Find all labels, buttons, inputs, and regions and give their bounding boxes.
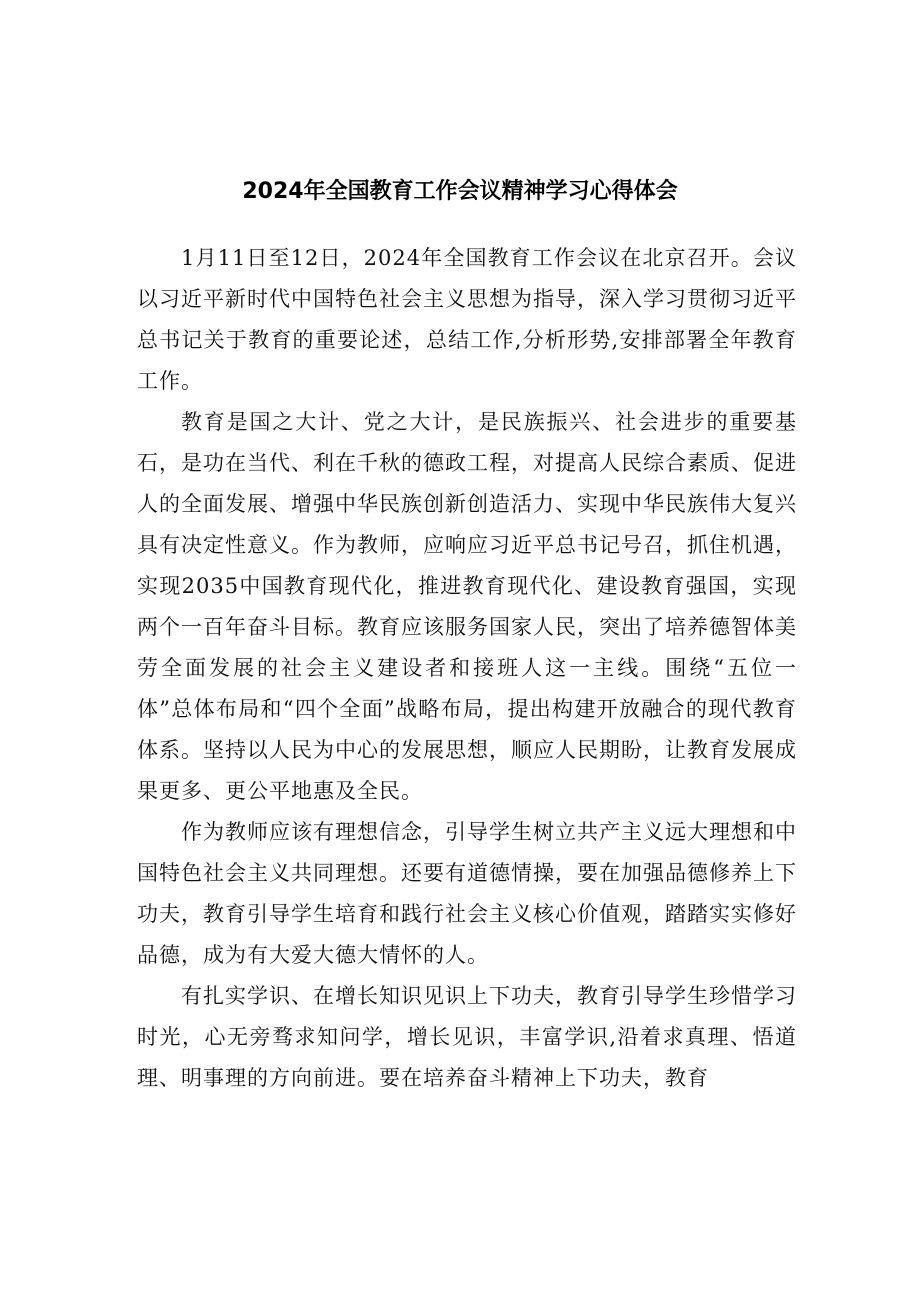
document-body: [137, 238, 797, 1099]
paragraph: 作为教师应该有理想信念，引导学生树立共产主义远大理想和中国特色社会主义共同理想。还要有道德情操，要在加强品德修养上下功夫，教育引导学生培育和践行社会主义核心价值观，踏踏实实修好品德，成为有大爱大德大情怀的人。: [137, 820, 797, 967]
paragraph: 有扎实学识、在增长知识见识上下功夫，教育引导学生珍惜学习时光，心无旁骛求知问学，增长见识，丰富学识,沿着求真理、悟道理、明事理的方向前进。要在培养奋斗精神上下功夫，教育: [137, 984, 797, 1090]
document-title: 2024年全国教育工作会议精神学习心得体会: [242, 179, 678, 204]
paragraph: 1月11日至12日，2024年全国教育工作会议在北京召开。会议以习近平新时代中国特色社会主义思想为指导，深入学习贯彻习近平总书记关于教育的重要论述，总结工作,分析形势,安排部署全年教育工作。: [137, 246, 797, 393]
paragraph: 教育是国之大计、党之大计，是民族振兴、社会进步的重要基石，是功在当代、利在千秋的德政工程，对提高人民综合素质、促进人的全面发展、增强中华民族创新创造活力、实现中华民族伟大复兴具有决定性意义。作为教师，应响应习近平总书记号召，抓住机遇，实现2035中国教育现代化，推进教育现代化、建设教育强国，实现两个一百年奋斗目标。教育应该服务国家人民，突出了培养德智体美劳全面发展的社会主义建设者和接班人这一主线。围绕“五位一体”总体布局和“四个全面”战略布局，提出构建开放融合的现代教育体系。坚持以人民为中心的发展思想，顺应人民期盼，让教育发展成果更多、更公平地惠及全民。: [137, 410, 797, 803]
